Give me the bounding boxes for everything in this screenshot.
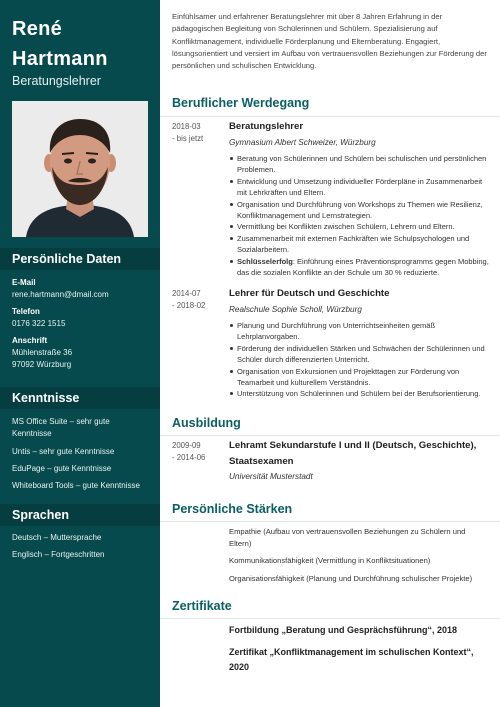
education-dates [172, 440, 222, 464]
job-2-bullets [229, 320, 491, 400]
job-1-role: Beratungslehrer [229, 121, 304, 132]
key-success-label: Schlüsselerfolg [237, 256, 293, 266]
email-label: E-Mail [12, 278, 36, 287]
key-success-text: : Einführung eines Präventionsprogramms gegen Mobbing, das die sozialen Konflikte an der Schule um 30 % reduzierte. [237, 256, 489, 278]
job-1-dates [172, 121, 222, 145]
education-start: 2009-09 [172, 441, 201, 450]
list-item: Organisation und Durchführung von Workshops zu Themen wie Resilienz, Konfliktmanagement und Lernstrategien. [229, 199, 491, 222]
email-value: rene.hartmann@dmail.com [12, 290, 109, 299]
address-label: Anschrift [12, 336, 48, 345]
section-divider [160, 116, 500, 117]
strength-item: Kommunikationsfähigkeit (Vermittlung in Konfliktsituationen) [229, 556, 431, 565]
languages-heading: Sprachen [0, 504, 160, 526]
job-2-end: - 2018-02 [172, 301, 206, 310]
certificates-heading: Zertifikate [172, 599, 232, 613]
address-line-1: Mühlenstraße 36 [12, 348, 73, 357]
job-1-end: - bis jetzt [172, 134, 204, 143]
strength-item: Empathie (Aufbau von vertrauensvollen Beziehungen zu Schülern und Eltern) [229, 527, 466, 548]
section-divider [160, 521, 500, 522]
language-item: Englisch – Fortgeschritten [12, 550, 105, 559]
list-item: Vermittlung bei Konflikten zwischen Schülern, Lehrern und Eltern. [229, 221, 491, 232]
language-item: Deutsch – Muttersprache [12, 533, 102, 542]
section-divider [160, 618, 500, 619]
personal-data-heading: Persönliche Daten [0, 248, 160, 270]
first-name: René [12, 18, 63, 40]
candidate-name [12, 14, 108, 74]
list-item: Entwicklung und Umsetzung individueller Förderpläne in Zusammenarbeit mit Lehrkräften und Eltern. [229, 176, 491, 199]
education-heading: Ausbildung [172, 416, 241, 430]
job-2-role: Lehrer für Deutsch und Geschichte [229, 288, 390, 299]
job-2-dates [172, 288, 222, 312]
list-item: Zusammenarbeit mit externen Fachkräften wie Schulpsychologen und Sozialarbeitern. [229, 233, 491, 256]
job-2-start: 2014-07 [172, 289, 201, 298]
list-item: Förderung der individuellen Stärken und Schwächen der Schülerinnen und Schüler durch differenzierten Unterricht. [229, 343, 491, 366]
job-1-start: 2018-03 [172, 122, 201, 131]
strengths-heading: Persönliche Stärken [172, 502, 293, 516]
list-item: Organisation von Exkursionen und Projekttagen zur Förderung von Teamarbeit und kulturellem Verständnis. [229, 366, 491, 389]
certificate-item: Zertifikat „Konfliktmanagement im schulischen Kontext“, 2020 [229, 647, 474, 672]
list-item [229, 256, 491, 279]
skill-item: Whiteboard Tools – gute Kenntnisse [12, 481, 140, 490]
skill-item: Untis – sehr gute Kenntnisse [12, 447, 115, 456]
profile-photo [12, 101, 148, 237]
skill-item: MS Office Suite – sehr gute Kenntnisse [12, 417, 110, 438]
job-1-bullets [229, 153, 491, 278]
job-2-org: Realschule Sophie Scholl, Würzburg [229, 305, 362, 314]
phone-value: 0176 322 1515 [12, 319, 66, 328]
strength-item: Organisationsfähigkeit (Planung und Durchführung schulischer Projekte) [229, 574, 473, 583]
experience-heading: Beruflicher Werdegang [172, 96, 310, 110]
address-line-2: 97092 Würzburg [12, 360, 72, 369]
job-1-org: Gymnasium Albert Schweizer, Würzburg [229, 138, 376, 147]
education-end: - 2014-06 [172, 453, 206, 462]
list-item: Planung und Durchführung von Unterrichtseinheiten gemäß Lehrplanvorgaben. [229, 320, 491, 343]
section-divider [160, 435, 500, 436]
skills-heading: Kenntnisse [0, 387, 160, 409]
certificate-item: Fortbildung „Beratung und Gesprächsführung“, 2018 [229, 625, 458, 635]
skill-item: EduPage – gute Kenntnisse [12, 464, 112, 473]
education-degree: Lehramt Sekundarstufe I und II (Deutsch, Geschichte), Staatsexamen [229, 440, 477, 467]
education-school: Universität Musterstadt [229, 472, 313, 481]
profile-summary: Einfühlsamer und erfahrener Beratungslehrer mit über 8 Jahren Erfahrung in der pädagogischen Begleitung von Schülerinnen und Schülern. Spezialisierung auf Konfliktmanagement, individuelle Förderplanung und Elternberatung. Engagiert, lösungsorientiert und versiert im Aufbau von vertrauensvollen Beziehungen zur Förderung der persönlichen und schulischen Entwicklung. [172, 12, 487, 71]
phone-label: Telefon [12, 307, 40, 316]
job-title: Beratungslehrer [12, 74, 101, 88]
last-name: Hartmann [12, 48, 108, 70]
main-content [160, 0, 500, 707]
list-item: Beratung von Schülerinnen und Schülern bei schulischen und persönlichen Problemen. [229, 153, 491, 176]
list-item: Unterstützung von Schülerinnen und Schülern bei der Berufsorientierung. [229, 388, 491, 399]
sidebar [0, 0, 160, 707]
